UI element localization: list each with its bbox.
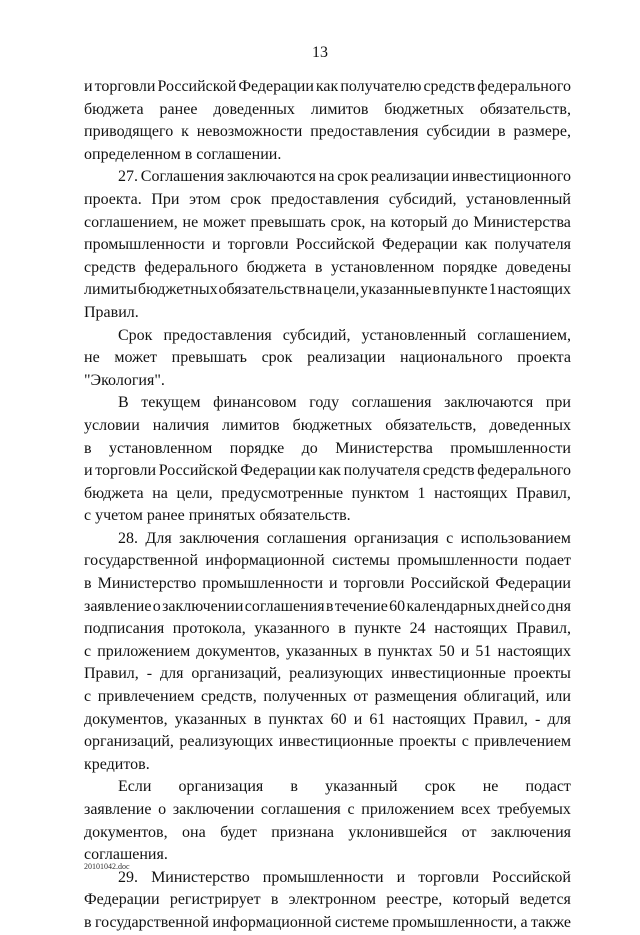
word: Правил, <box>84 665 139 683</box>
word: регистрирует <box>169 891 261 909</box>
word: реализации <box>307 349 386 367</box>
word: указанных <box>174 710 247 728</box>
word: пунктом <box>351 484 409 502</box>
word: срок <box>424 778 456 796</box>
word: организация <box>178 778 264 796</box>
word: лимитов <box>222 416 280 434</box>
word: предоставления <box>163 326 272 344</box>
word: В <box>118 394 129 412</box>
word: 24 <box>409 620 426 638</box>
word: Российской <box>157 78 237 95</box>
word: получателя <box>343 462 421 480</box>
text-line <box>84 776 571 799</box>
text-line <box>84 438 571 461</box>
word: условии <box>84 416 140 434</box>
word: обязательств, <box>479 100 571 118</box>
word: получателя <box>494 236 571 254</box>
word: предусмотренные <box>221 484 344 502</box>
word: приложением <box>97 642 191 660</box>
word: системы <box>332 552 390 570</box>
word: заключении <box>172 801 255 818</box>
page-number: 13 <box>312 44 328 61</box>
word: до <box>301 439 318 457</box>
word: ведется <box>519 891 571 909</box>
word: о <box>152 597 161 615</box>
word: 50 <box>438 642 455 660</box>
word: с <box>347 801 355 818</box>
word: проекты <box>399 733 457 751</box>
word: календарных <box>406 597 496 615</box>
word: от <box>461 823 477 841</box>
word: настоящих <box>434 484 508 502</box>
word: реализации <box>370 168 450 186</box>
text-line <box>84 415 571 438</box>
word: не <box>482 778 499 796</box>
word: требуемых <box>497 801 571 818</box>
word: дня <box>546 597 571 615</box>
word: указанный <box>325 778 398 796</box>
word: порядке <box>229 439 285 457</box>
word: средств <box>423 78 476 95</box>
text-line <box>84 912 571 935</box>
word: и <box>329 575 338 593</box>
word: промышленности <box>397 552 519 570</box>
word: соглашением, <box>84 213 178 231</box>
word: заключаются <box>226 168 317 186</box>
word: документов, <box>84 823 168 841</box>
word: уклонившейся <box>348 823 448 841</box>
word: бюджета <box>246 258 307 276</box>
text-line <box>84 460 571 483</box>
word: и <box>353 710 363 728</box>
word: торговли <box>343 575 405 593</box>
word: соглашения <box>244 597 325 615</box>
word: размещения <box>374 688 457 706</box>
word: в <box>270 891 279 909</box>
word: указанного <box>254 620 330 638</box>
document-body <box>84 76 571 935</box>
word: соглашением, <box>477 326 571 344</box>
word: заключаются <box>444 394 534 412</box>
word: заключении <box>162 597 244 615</box>
text-line: кредитов. <box>84 755 150 773</box>
text-line <box>84 550 571 573</box>
word: указанные <box>360 281 432 299</box>
word: доведенных <box>489 416 571 434</box>
word: настоящих <box>434 620 508 638</box>
word: 29. <box>118 868 138 886</box>
word: дней <box>496 597 530 615</box>
word: 51 <box>475 642 492 660</box>
text-line <box>84 618 571 641</box>
text-line: с учетом ранее принятых обязательств. <box>84 507 351 525</box>
text-line: "Экология". <box>84 371 165 389</box>
text-line <box>84 121 571 144</box>
word: порядке <box>442 258 498 276</box>
word: федерального <box>477 78 571 95</box>
word: пунктах <box>268 710 324 728</box>
word: от <box>353 688 369 706</box>
word: Правил, <box>516 620 571 638</box>
word: подает <box>525 552 571 570</box>
word: Соглашения <box>140 168 225 186</box>
word: Российской <box>492 868 571 886</box>
word: 1 <box>488 281 497 299</box>
word: федерального <box>477 462 571 480</box>
word: облигаций, <box>463 688 540 706</box>
word: проекты <box>513 665 571 683</box>
word: на <box>318 168 335 186</box>
word: - <box>535 710 541 728</box>
word: со <box>530 597 546 615</box>
word: для <box>547 710 571 728</box>
word: будет <box>220 823 257 841</box>
word: Федерации <box>495 575 571 593</box>
word: электронном <box>288 891 377 909</box>
word: как <box>464 236 488 254</box>
word: подписания <box>84 620 165 638</box>
text-line <box>84 528 571 551</box>
word: в <box>314 258 323 276</box>
word: как <box>318 462 341 480</box>
word: промышленности <box>202 575 323 593</box>
word: не <box>182 213 199 231</box>
word: бюджетных <box>137 281 218 299</box>
word: подаст <box>525 778 571 796</box>
word: который <box>390 213 448 231</box>
word: 1 <box>417 484 426 502</box>
word: всех <box>460 801 491 818</box>
word: организаций, <box>191 665 282 683</box>
word: соглашения <box>260 801 341 818</box>
word: средств <box>422 462 475 480</box>
word: торговли <box>95 462 157 480</box>
word: для <box>159 665 184 683</box>
text-line <box>84 325 571 348</box>
word: реализующих <box>179 733 274 751</box>
word: информационной <box>212 913 332 931</box>
word: размере, <box>513 123 571 141</box>
word: Федерации <box>381 236 458 254</box>
text-line <box>84 686 571 709</box>
word: средств <box>84 258 136 276</box>
word: организация <box>353 529 439 547</box>
word: информационной <box>205 552 325 570</box>
word: в <box>84 575 92 593</box>
word: ранее <box>159 100 198 118</box>
word: к <box>181 123 189 141</box>
word: Если <box>118 778 152 796</box>
word: соглашения <box>351 394 432 412</box>
word: а <box>520 913 528 931</box>
text-line <box>84 99 571 122</box>
word: в <box>498 123 506 141</box>
word: Правил, <box>516 484 571 502</box>
word: Российской <box>158 462 238 480</box>
text-line <box>84 799 571 822</box>
word: с <box>446 529 454 547</box>
word: невозможности <box>196 123 303 141</box>
word: 60 <box>389 597 406 615</box>
word: настоящих <box>497 642 571 660</box>
word: и <box>460 642 470 660</box>
word: превышать <box>171 349 247 367</box>
word: реализующих <box>289 665 384 683</box>
word: Федерации <box>84 891 160 909</box>
word: лимитов <box>310 100 369 118</box>
word: установленный <box>466 190 571 208</box>
word: году <box>309 394 340 412</box>
word: не <box>84 349 100 367</box>
word: приложением <box>361 801 455 818</box>
word: полученных <box>263 688 347 706</box>
word: заключения <box>179 529 260 547</box>
word: реестре, <box>386 891 443 909</box>
word: Срок <box>118 326 153 344</box>
word: который <box>452 891 510 909</box>
word: предоставления <box>310 123 419 141</box>
word: превышать <box>250 213 326 231</box>
word: в <box>363 642 372 660</box>
word: может <box>114 349 157 367</box>
text-line <box>84 76 571 99</box>
word: средств, <box>200 688 257 706</box>
word: бюджета <box>84 484 144 502</box>
word: бюджетных <box>384 100 464 118</box>
word: промышленности, <box>392 913 518 931</box>
text-line <box>84 347 571 370</box>
word: или <box>545 688 571 706</box>
word: - <box>146 665 153 683</box>
word: Министерства <box>473 213 571 231</box>
word: доведенных <box>213 100 295 118</box>
word: установленном <box>108 439 213 457</box>
word: привлечением <box>474 733 571 751</box>
word: заявление <box>84 801 152 818</box>
text-line: соглашения. <box>84 846 168 864</box>
word: течение <box>334 597 388 615</box>
text-line: определенном в соглашении. <box>84 145 282 163</box>
text-line <box>84 731 571 754</box>
word: и <box>211 236 221 254</box>
word: с <box>84 642 92 660</box>
word: использованием <box>460 529 571 547</box>
text-line <box>84 889 571 912</box>
word: промышленности <box>450 439 571 457</box>
word: этом <box>189 190 221 208</box>
word: проекта. <box>84 190 142 208</box>
word: получателю <box>340 78 422 95</box>
word: 60 <box>330 710 347 728</box>
word: настоящих <box>497 281 571 299</box>
word: торговли <box>418 868 480 886</box>
text-line <box>84 189 571 212</box>
word: признана <box>271 823 334 841</box>
word: федерального <box>144 258 239 276</box>
text-line <box>84 663 571 686</box>
word: Российской <box>410 575 490 593</box>
text-line <box>84 234 571 257</box>
word: субсидии <box>426 123 491 141</box>
word: системе <box>334 913 389 931</box>
word: с <box>461 733 469 751</box>
word: и <box>84 462 93 480</box>
text-line <box>84 212 571 235</box>
word: срок, <box>330 213 366 231</box>
word: на <box>306 281 323 299</box>
word: пунктах <box>377 642 433 660</box>
word: и <box>84 78 93 95</box>
word: бюджетных <box>292 416 373 434</box>
word: в <box>432 281 440 299</box>
word: пункте <box>440 281 488 299</box>
text-line <box>84 257 571 280</box>
word: при <box>545 394 571 412</box>
word: инвестиционные <box>278 733 394 751</box>
word: настоящих <box>392 710 467 728</box>
word: торговли <box>227 236 289 254</box>
text-line <box>84 573 571 596</box>
text-line <box>84 867 571 890</box>
word: субсидий, <box>388 190 457 208</box>
word: установленном <box>330 258 435 276</box>
word: субсидий, <box>282 326 351 344</box>
word: установленный <box>361 326 467 344</box>
word: 27. <box>118 168 138 186</box>
word: проекта <box>517 349 571 367</box>
text-line <box>84 641 571 664</box>
text-line <box>84 279 571 302</box>
word: доведены <box>505 258 571 276</box>
text-line <box>84 483 571 506</box>
file-name-footer: 20101042.doc <box>84 862 130 871</box>
word: до <box>452 213 469 231</box>
word: Правил, <box>473 710 528 728</box>
text-line: Правил. <box>84 303 139 321</box>
word: государственной <box>84 552 199 570</box>
word: Министерство <box>151 868 250 886</box>
word: срок <box>230 190 262 208</box>
word: заявление <box>84 597 152 615</box>
word: текущем <box>141 394 201 412</box>
word: предоставления <box>270 190 380 208</box>
word: Российской <box>295 236 375 254</box>
word: с <box>84 688 92 706</box>
word: бюджета <box>84 100 144 118</box>
word: и <box>396 868 406 886</box>
word: При <box>151 190 180 208</box>
word: Федерации <box>238 78 314 95</box>
word: лимиты <box>84 281 137 299</box>
word: цели, <box>176 484 213 502</box>
word: срок <box>337 168 369 186</box>
word: на <box>152 484 168 502</box>
word: в <box>325 597 334 615</box>
word: она <box>182 823 206 841</box>
word: протокола, <box>172 620 246 638</box>
word: срок <box>261 349 293 367</box>
word: Министерства <box>335 439 433 457</box>
word: промышленности <box>84 236 205 254</box>
word: на <box>370 213 386 231</box>
word: в <box>84 913 92 931</box>
word: национального <box>399 349 503 367</box>
word: в <box>338 620 346 638</box>
word: документов, <box>84 710 168 728</box>
text-line <box>84 709 571 732</box>
word: финансовом <box>213 394 297 412</box>
word: цели, <box>323 281 360 299</box>
word: инвестиционного <box>451 168 571 186</box>
word: инвестиционные <box>391 665 506 683</box>
word: Федерации <box>240 462 316 480</box>
word: Министерство <box>97 575 197 593</box>
word: промышленности <box>262 868 384 886</box>
word: государственной <box>94 913 209 931</box>
word: 28. <box>118 529 138 547</box>
word: в <box>253 710 262 728</box>
word: 61 <box>369 710 386 728</box>
word: также <box>530 913 571 931</box>
text-line <box>84 822 571 845</box>
word: торговли <box>94 78 156 95</box>
word: наличия <box>152 416 210 434</box>
word: заключения <box>490 823 571 841</box>
word: пункте <box>354 620 402 638</box>
word: может <box>202 213 246 231</box>
word: в <box>290 778 298 796</box>
word: привлечением <box>97 688 195 706</box>
word: указанных <box>285 642 358 660</box>
word: о <box>158 801 167 818</box>
word: обязательств, <box>385 416 477 434</box>
word: документов, <box>196 642 280 660</box>
word: обязательств <box>218 281 306 299</box>
text-line <box>84 166 571 189</box>
text-line <box>84 596 571 619</box>
word: соглашения <box>266 529 347 547</box>
word: как <box>315 78 339 95</box>
text-line <box>84 392 571 415</box>
word: Для <box>145 529 172 547</box>
word: приводящего <box>84 123 174 141</box>
word: в <box>84 439 92 457</box>
word: организаций, <box>84 733 174 751</box>
